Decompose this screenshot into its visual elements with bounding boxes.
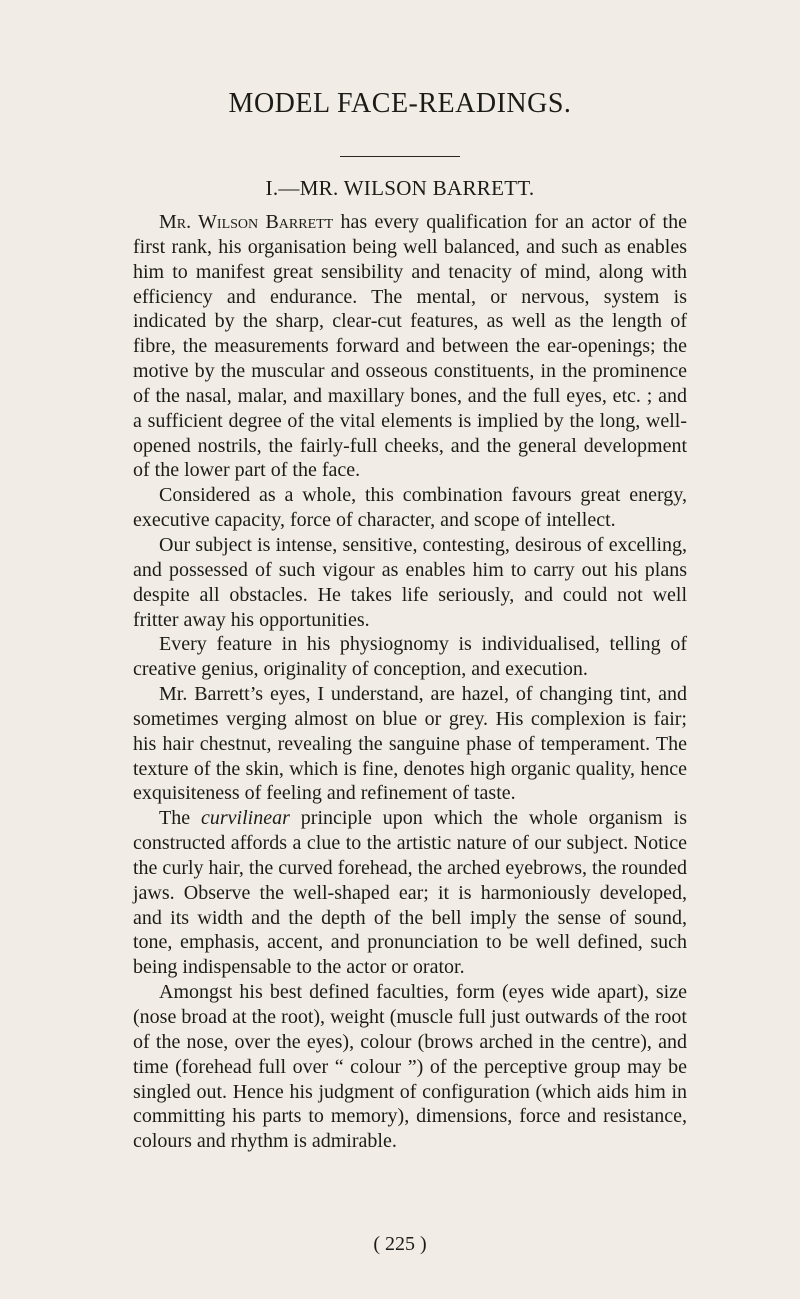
heading-divider [340,156,460,157]
paragraph-text: principle upon which the whole organism is constructed affords a clue to the artistic nature of our subject. Notice the curly hair, the curved forehead, the arched eyebrows, the rounded jaws. Observe the well-shaped ear; it is harmoniously developed, and its width and the depth of the bell imply the sense of sound, tone, emphasis, accent, and pronunciation to be well defined, such being indispensable to the actor or orator. [133,807,687,979]
page-number: ( 225 ) [373,1233,427,1255]
paragraph: Mr. Barrett’s eyes, I understand, are hazel, of changing tint, and sometimes verging almost on blue or grey. His complexion is fair; his hair chestnut, revealing the sanguine phase of temperament. The texture of the skin, which is fine, denotes high organic quality, hence exquisiteness of feeling and refinement of taste. [133,683,687,805]
paragraph: Our subject is intense, sensitive, contesting, desirous of excelling, and possessed of such vigour as enables him to carry out his plans despite all obstacles. He takes life seriously, and could not well fritter away his opportunities. [133,533,687,631]
section-title: I.—MR. WILSON BARRETT. [265,176,535,200]
emphasis-term: curvilinear [201,807,290,830]
paragraph [133,210,687,483]
paragraph: Every feature in his physiognomy is individualised, telling of creative genius, originality of conception, and execution. [133,633,687,681]
page-heading: MODEL FACE-READINGS. [228,88,572,119]
paragraph: Amongst his best defined faculties, form (eyes wide apart), size (nose broad at the root), weight (muscle full just outwards of the root of the nose, over the eyes), colour (brows arched in the centre), and time (forehead full over “ colour ”) of the perceptive group may be singled out. Hence his judgment of configuration (which aids him in committing his parts to memory), dimensions, force and resistance, colours and rhythm is admirable. [133,981,687,1153]
article-body [133,210,687,1154]
paragraph-text: has every qualification for an actor of the first rank, his organisation being well balanced, and such as enables him to manifest great sensibility and tenacity of mind, along with efficiency and endurance. The mental, or nervous, system is indicated by the sharp, clear-cut features, as well as the length of fibre, the measurements forward and between the ear-openings; the motive by the muscular and osseous constituents, in the prominence of the nasal, malar, and maxillary bones, and the full eyes, etc. ; and a sufficient degree of the vital elements is implied by the long, well-opened nostrils, the fairly-full cheeks, and the general development of the lower part of the face. [133,211,687,482]
paragraph [133,806,687,980]
paragraph-lead: The [159,807,202,830]
subject-name: Mr. Wilson Barrett [159,211,334,233]
paragraph: Considered as a whole, this combination favours great energy, executive capacity, force of character, and scope of intellect. [133,484,687,532]
